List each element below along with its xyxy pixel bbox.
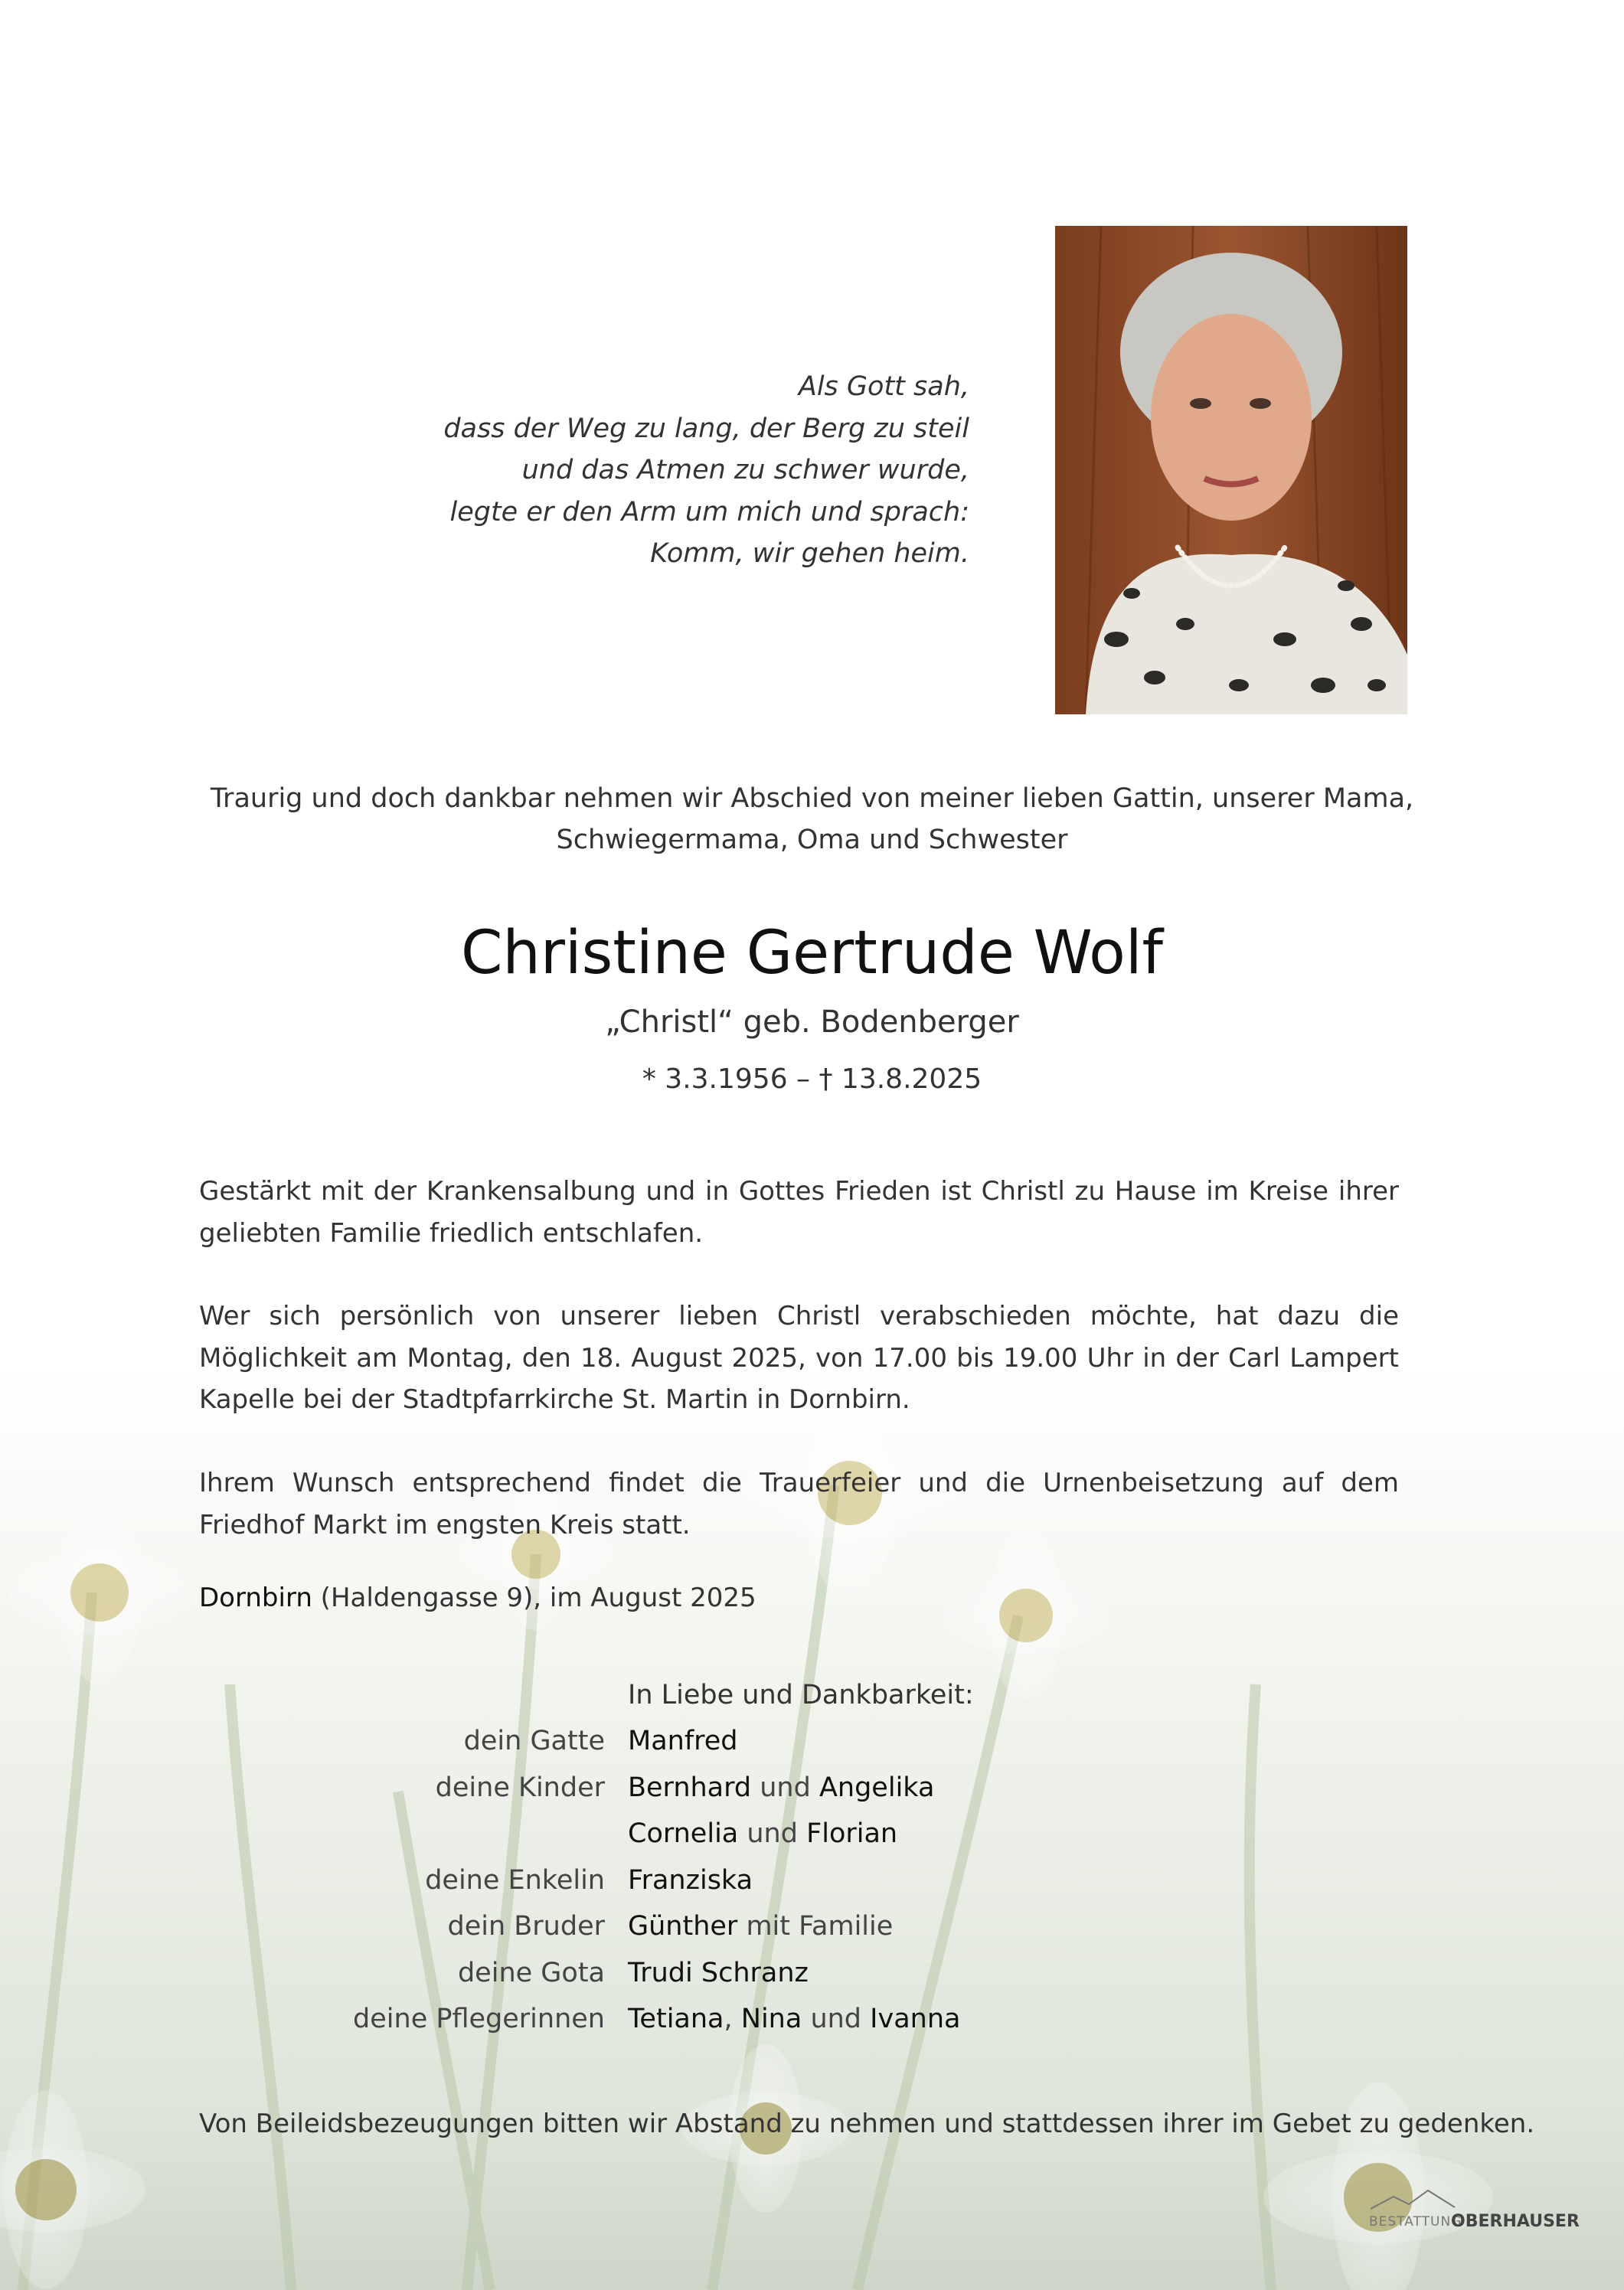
- paragraph-viewing: Wer sich persönlich von unserer lieben Christl verabschieden möchte, hat dazu die Möglichkeit am Montag, den 18. August 2025, von 17.00 bis 19.00 Uhr in der Carl Lampert Kapelle bei der Stadtpfarrkirche St. Martin in Dornbirn.: [199, 1301, 1399, 1415]
- family-heading: In Liebe und Dankbarkeit:: [628, 1680, 974, 1710]
- family-relation: dein Gatte: [463, 1726, 605, 1756]
- family-connector: und: [738, 1818, 807, 1849]
- family-member-name: Trudi Schranz: [628, 1957, 809, 1988]
- closing-note: Von Beileidsbezeugungen bitten wir Abstand zu nehmen und stattdessen ihrer im Gebet zu gedenken.: [199, 2109, 1535, 2139]
- place-address-date: (Haldengasse 9), im August 2025: [312, 1583, 756, 1613]
- portrait-photo: [1055, 226, 1407, 714]
- family-row: [0, 1950, 1624, 1996]
- family-member-name: Florian: [806, 1818, 898, 1849]
- poem-line: dass der Weg zu lang, der Berg zu steil: [443, 413, 969, 444]
- family-names: [628, 1857, 753, 1904]
- nickname-maiden-name: „Christl“ geb. Bodenberger: [605, 1005, 1019, 1040]
- poem-line: und das Atmen zu schwer wurde,: [521, 455, 969, 485]
- family-connector: und: [802, 2004, 871, 2034]
- family-relation: deine Pflegerinnen: [353, 2004, 605, 2034]
- family-member-name: Franziska: [628, 1864, 753, 1896]
- family-member-name: Ivanna: [870, 2004, 961, 2034]
- family-names: [628, 1811, 897, 1857]
- family-connector: und: [751, 1772, 819, 1803]
- family-row: [0, 1765, 1624, 1811]
- intro-text: [153, 778, 1471, 861]
- family-member-name: Manfred: [628, 1726, 738, 1756]
- paragraph-passing: Gestärkt mit der Krankensalbung und in Gottes Frieden ist Christl zu Hause im Kreise ihrer geliebten Familie friedlich entschlafen.: [199, 1176, 1399, 1249]
- intro-line: Schwiegermama, Oma und Schwester: [556, 825, 1068, 855]
- family-row: [0, 1903, 1624, 1949]
- place-city: Dornbirn: [199, 1583, 312, 1613]
- family-names: [628, 1996, 960, 2043]
- family-connector: ,: [724, 2004, 741, 2034]
- family-member-name: Cornelia: [628, 1818, 739, 1849]
- poem-line: Als Gott sah,: [798, 371, 969, 402]
- family-relation: dein Bruder: [447, 1911, 605, 1942]
- deceased-name: Christine Gertrude Wolf: [460, 919, 1164, 988]
- family-names: [628, 1718, 738, 1765]
- family-names: [628, 1950, 809, 1997]
- family-names: [628, 1903, 893, 1950]
- place-and-date: [199, 1577, 756, 1619]
- family-row: [0, 1857, 1624, 1903]
- family-row: [0, 1718, 1624, 1764]
- family-connector: mit Familie: [737, 1911, 894, 1942]
- logo-name: OBERHAUSER: [1451, 2212, 1580, 2231]
- family-member-name: Tetiana: [628, 2004, 724, 2034]
- family-row: [0, 1811, 1624, 1857]
- family-relation: deine Enkelin: [425, 1864, 605, 1896]
- life-dates: * 3.3.1956 – † 13.8.2025: [642, 1063, 982, 1095]
- intro-line: Traurig und doch dankbar nehmen wir Abschied von meiner lieben Gattin, unserer Mama,: [210, 783, 1414, 814]
- family-names: [628, 1765, 934, 1811]
- family-member-name: Angelika: [819, 1772, 935, 1803]
- poem-line: Komm, wir gehen heim.: [650, 538, 969, 569]
- family-relation: deine Kinder: [435, 1772, 605, 1803]
- family-member-name: Günther: [628, 1911, 738, 1942]
- poem: [280, 366, 969, 575]
- logo-prefix: BESTATTUNG: [1369, 2214, 1462, 2230]
- family-relation: deine Gota: [457, 1957, 605, 1988]
- poem-line: legte er den Arm um mich und sprach:: [449, 496, 969, 528]
- family-member-name: Nina: [740, 2004, 802, 2034]
- family-row: [0, 1996, 1624, 2042]
- paragraph-funeral: Ihrem Wunsch entsprechend findet die Trauerfeier und die Urnenbeisetzung auf dem Friedhof Markt im engsten Kreis statt.: [199, 1468, 1399, 1540]
- family-member-name: Bernhard: [628, 1772, 752, 1803]
